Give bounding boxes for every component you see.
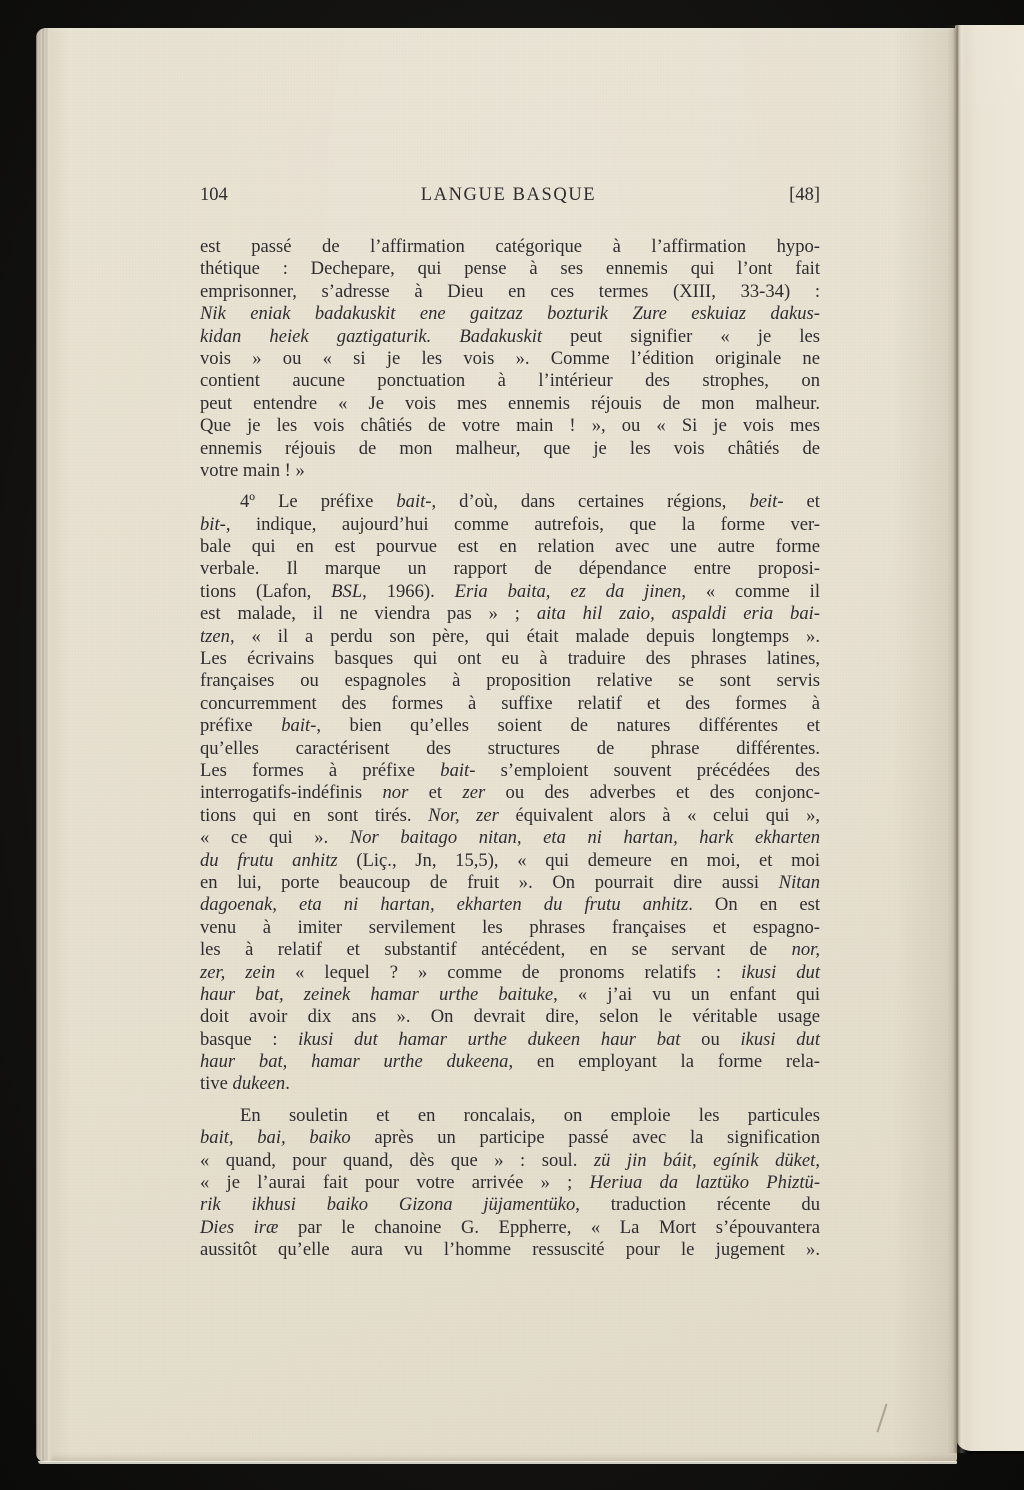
text-line [200, 827, 820, 849]
text-line [200, 536, 820, 558]
text-segment: les à relatif et substantif antécédent, en se servant de [200, 939, 792, 961]
italic-text-segment: bit- [200, 513, 226, 535]
page-number: 104 [200, 185, 228, 205]
text-segment: concurremment des formes à suffixe relatif et des formes à [200, 692, 820, 714]
text-line [200, 491, 820, 513]
italic-text-segment: dukeen [232, 1073, 286, 1095]
text-line [200, 326, 820, 348]
text-segment: , en employant la forme rela- [508, 1051, 820, 1073]
text-segment: vois » ou « si je les vois ». Comme l’édition originale ne [200, 347, 820, 369]
text-segment: 4º Le préfixe [240, 491, 397, 513]
text-segment: tive [200, 1073, 233, 1095]
text-line [200, 670, 820, 692]
page-edge-stack [36, 28, 53, 1462]
italic-text-segment: BSL [331, 580, 363, 602]
paragraph [200, 236, 820, 482]
text-segment: , « il a perdu son père, qui était malade depuis longtemps ». [229, 625, 820, 647]
text-segment: votre main ! » [200, 459, 305, 481]
text-segment: équivalent alors à « celui qui », [498, 804, 821, 826]
text-line [200, 1127, 820, 1149]
text-line [200, 962, 820, 984]
text-line [200, 415, 820, 437]
italic-text-segment: zer [462, 782, 486, 804]
italic-text-segment: haur bat, hamar urthe dukeena [200, 1051, 509, 1073]
text-segment: venu à imiter servilement les phrases françaises et espagno- [200, 916, 820, 938]
text-line [200, 760, 820, 782]
page-content [200, 185, 820, 1262]
text-line [200, 558, 820, 580]
text-segment: après un participe passé avec la signification [350, 1127, 820, 1149]
text-line [200, 917, 820, 939]
text-segment: par le chanoine G. Eppherre, « La Mort s’épouvantera [278, 1216, 820, 1238]
text-segment: , « comme il [681, 580, 820, 602]
italic-text-segment: Heriua da laztüko Phiztü- [589, 1172, 821, 1194]
text-line [200, 1105, 820, 1127]
text-line [200, 370, 820, 392]
text-line [200, 782, 820, 804]
paragraph [200, 491, 820, 1096]
text-segment: doit avoir dix ans ». On devrait dire, selon le véritable usage [200, 1006, 820, 1028]
text-line [200, 393, 820, 415]
text-line [200, 1239, 820, 1261]
italic-text-segment: Nor baitago nitan, eta ni hartan, hark ekharten [349, 827, 820, 849]
text-segment: , 1966). [362, 580, 455, 602]
text-segment: contient aucune ponctuation à l’intérieur des strophes, on [200, 370, 820, 392]
text-segment: basque : [200, 1028, 299, 1050]
text-segment: Les écrivains basques qui ont eu à traduire des phrases latines, [200, 648, 820, 670]
text-line [200, 939, 820, 961]
text-line [200, 581, 820, 603]
running-title: LANGUE BASQUE [420, 185, 597, 205]
text-line [200, 894, 820, 916]
text-line [200, 850, 820, 872]
text-line [200, 626, 820, 648]
section-bracket-number: [48] [789, 185, 820, 205]
text-segment: , traduction récente du [575, 1194, 820, 1216]
text-line [200, 603, 820, 625]
italic-text-segment: Eria baita, ez da jinen [454, 580, 682, 602]
text-segment: « je l’aurai fait pour votre arrivée » ; [200, 1172, 590, 1194]
italic-text-segment: du frutu anhitz [200, 849, 338, 871]
text-segment: « lequel ? » comme de pronoms relatifs : [275, 961, 742, 983]
italic-text-segment: aita hil zaio, aspaldi eria bai- [536, 603, 820, 625]
text-segment: françaises ou espagnoles à proposition relative se sont servis [200, 670, 820, 692]
book-page [36, 28, 957, 1462]
text-line [200, 693, 820, 715]
italic-text-segment: nor, [791, 939, 820, 961]
italic-text-segment: haur bat, zeinek hamar urthe baituke [200, 983, 554, 1005]
text-segment: et [783, 491, 820, 513]
italic-text-segment: zer, zein [200, 961, 276, 983]
page-bottom-edge [38, 1461, 957, 1464]
italic-text-segment: bait- [281, 715, 317, 737]
italic-text-segment: kidan heiek gaztigaturik. Badakuskit [200, 325, 543, 347]
italic-text-segment: Nor, zer [428, 804, 499, 826]
text-segment: et [408, 782, 463, 804]
italic-text-segment: nor [382, 782, 409, 804]
text-segment: emprisonner, s’adresse à Dieu en ces termes (XIII, 33-34) : [200, 280, 820, 302]
text-line [200, 1194, 820, 1216]
text-segment: . [285, 1073, 290, 1095]
text-segment: Les formes à préfixe [200, 759, 441, 781]
text-line [200, 281, 820, 303]
text-segment: thétique : Dechepare, qui pense à ses ennemis qui l’ont fait [200, 258, 820, 280]
italic-text-segment: bait, bai, baiko [200, 1127, 351, 1149]
text-segment: peut signifier « je les [542, 325, 820, 347]
italic-text-segment: ikusi dut [741, 961, 820, 983]
text-line [200, 236, 820, 258]
text-segment: en lui, porte beaucoup de fruit ». On pourrait dire aussi [200, 871, 779, 893]
text-line [200, 1029, 820, 1051]
text-line [200, 1073, 820, 1095]
text-line [200, 984, 820, 1006]
italic-text-segment: bait- [396, 491, 432, 513]
text-segment: « quand, pour quand, dès que » : soul. [200, 1149, 594, 1171]
text-segment: ennemis réjouis de mon malheur, que je les vois châtiés de [200, 437, 820, 459]
italic-text-segment: Dies iræ [200, 1216, 279, 1238]
italic-text-segment: dagoenak, eta ni hartan, ekharten du frutu anhitz [200, 894, 689, 916]
page-gutter-crease [947, 25, 967, 1453]
text-line [200, 715, 820, 737]
text-line [200, 872, 820, 894]
italic-text-segment: ikusi dut hamar urthe dukeen haur bat [298, 1028, 681, 1050]
text-line [200, 460, 820, 482]
text-segment: bale qui en est pourvue est en relation avec une autre forme [200, 536, 820, 558]
text-line [200, 648, 820, 670]
text-segment: verbale. Il marque un rapport de dépendance entre proposi- [200, 558, 820, 580]
text-segment: peut entendre « Je vois mes ennemis réjouis de mon malheur. [200, 392, 820, 414]
text-line [200, 1150, 820, 1172]
text-segment: tions qui en sont tirés. [200, 804, 429, 826]
text-line [200, 738, 820, 760]
text-segment: , bien qu’elles soient de natures différentes et [316, 715, 820, 737]
page-header [200, 185, 820, 207]
italic-text-segment: Nik eniak badakuskit ene gaitzaz bozturik Zure eskuiaz dakus- [200, 303, 820, 325]
text-line [200, 805, 820, 827]
text-segment: ou [680, 1028, 741, 1050]
italic-text-segment: rik ikhusi baiko Gizona jüjamentüko [200, 1194, 576, 1216]
text-segment: Que je les vois châtiés de votre main ! », ou « Si je vois mes [200, 415, 820, 437]
text-line [200, 438, 820, 460]
text-segment: « ce qui ». [200, 827, 350, 849]
text-segment: (Liç., Jn, 15,5), « qui demeure en moi, et moi [337, 849, 821, 871]
text-segment: qu’elles caractérisent des structures de phrase différentes. [200, 737, 820, 759]
text-line [200, 348, 820, 370]
text-segment: est malade, il ne viendra pas » ; [200, 603, 537, 625]
italic-text-segment: bait- [440, 759, 476, 781]
italic-text-segment: ikusi dut [740, 1028, 821, 1050]
text-line [200, 514, 820, 536]
paragraph [200, 1105, 820, 1262]
text-line [200, 303, 820, 325]
text-segment: est passé de l’affirmation catégorique à l’affirmation hypo- [200, 236, 820, 257]
text-segment: . On en est [688, 894, 821, 916]
text-segment: , « j’ai vu un enfant qui [553, 983, 820, 1005]
text-segment: , indique, aujourd’hui comme autrefois, que la forme ver- [225, 513, 820, 535]
text-segment: , [815, 1149, 820, 1171]
text-segment: préfixe [200, 715, 282, 737]
italic-text-segment: zü jin báit, egínik düket [593, 1149, 816, 1171]
text-line [200, 1217, 820, 1239]
text-line [200, 258, 820, 280]
text-segment: tions (Lafon, [200, 580, 332, 602]
italic-text-segment: Nitan [778, 871, 820, 893]
text-segment: aussitôt qu’elle aura vu l’homme ressuscité pour le jugement ». [200, 1239, 820, 1261]
page-body [200, 236, 820, 1262]
text-line [200, 1006, 820, 1028]
text-segment: s’emploient souvent précédées des [475, 759, 820, 781]
text-segment: ou des adverbes et des conjonc- [485, 782, 820, 804]
scratch-mark [876, 1404, 887, 1433]
italic-text-segment: tzen [200, 625, 230, 647]
text-line [200, 1172, 820, 1194]
text-segment: En souletin et en roncalais, on emploie les particules [240, 1104, 820, 1126]
text-line [200, 1051, 820, 1073]
text-segment: , d’où, dans certaines régions, [431, 491, 750, 513]
italic-text-segment: beit- [749, 491, 784, 513]
text-segment: interrogatifs-indéfinis [200, 782, 383, 804]
